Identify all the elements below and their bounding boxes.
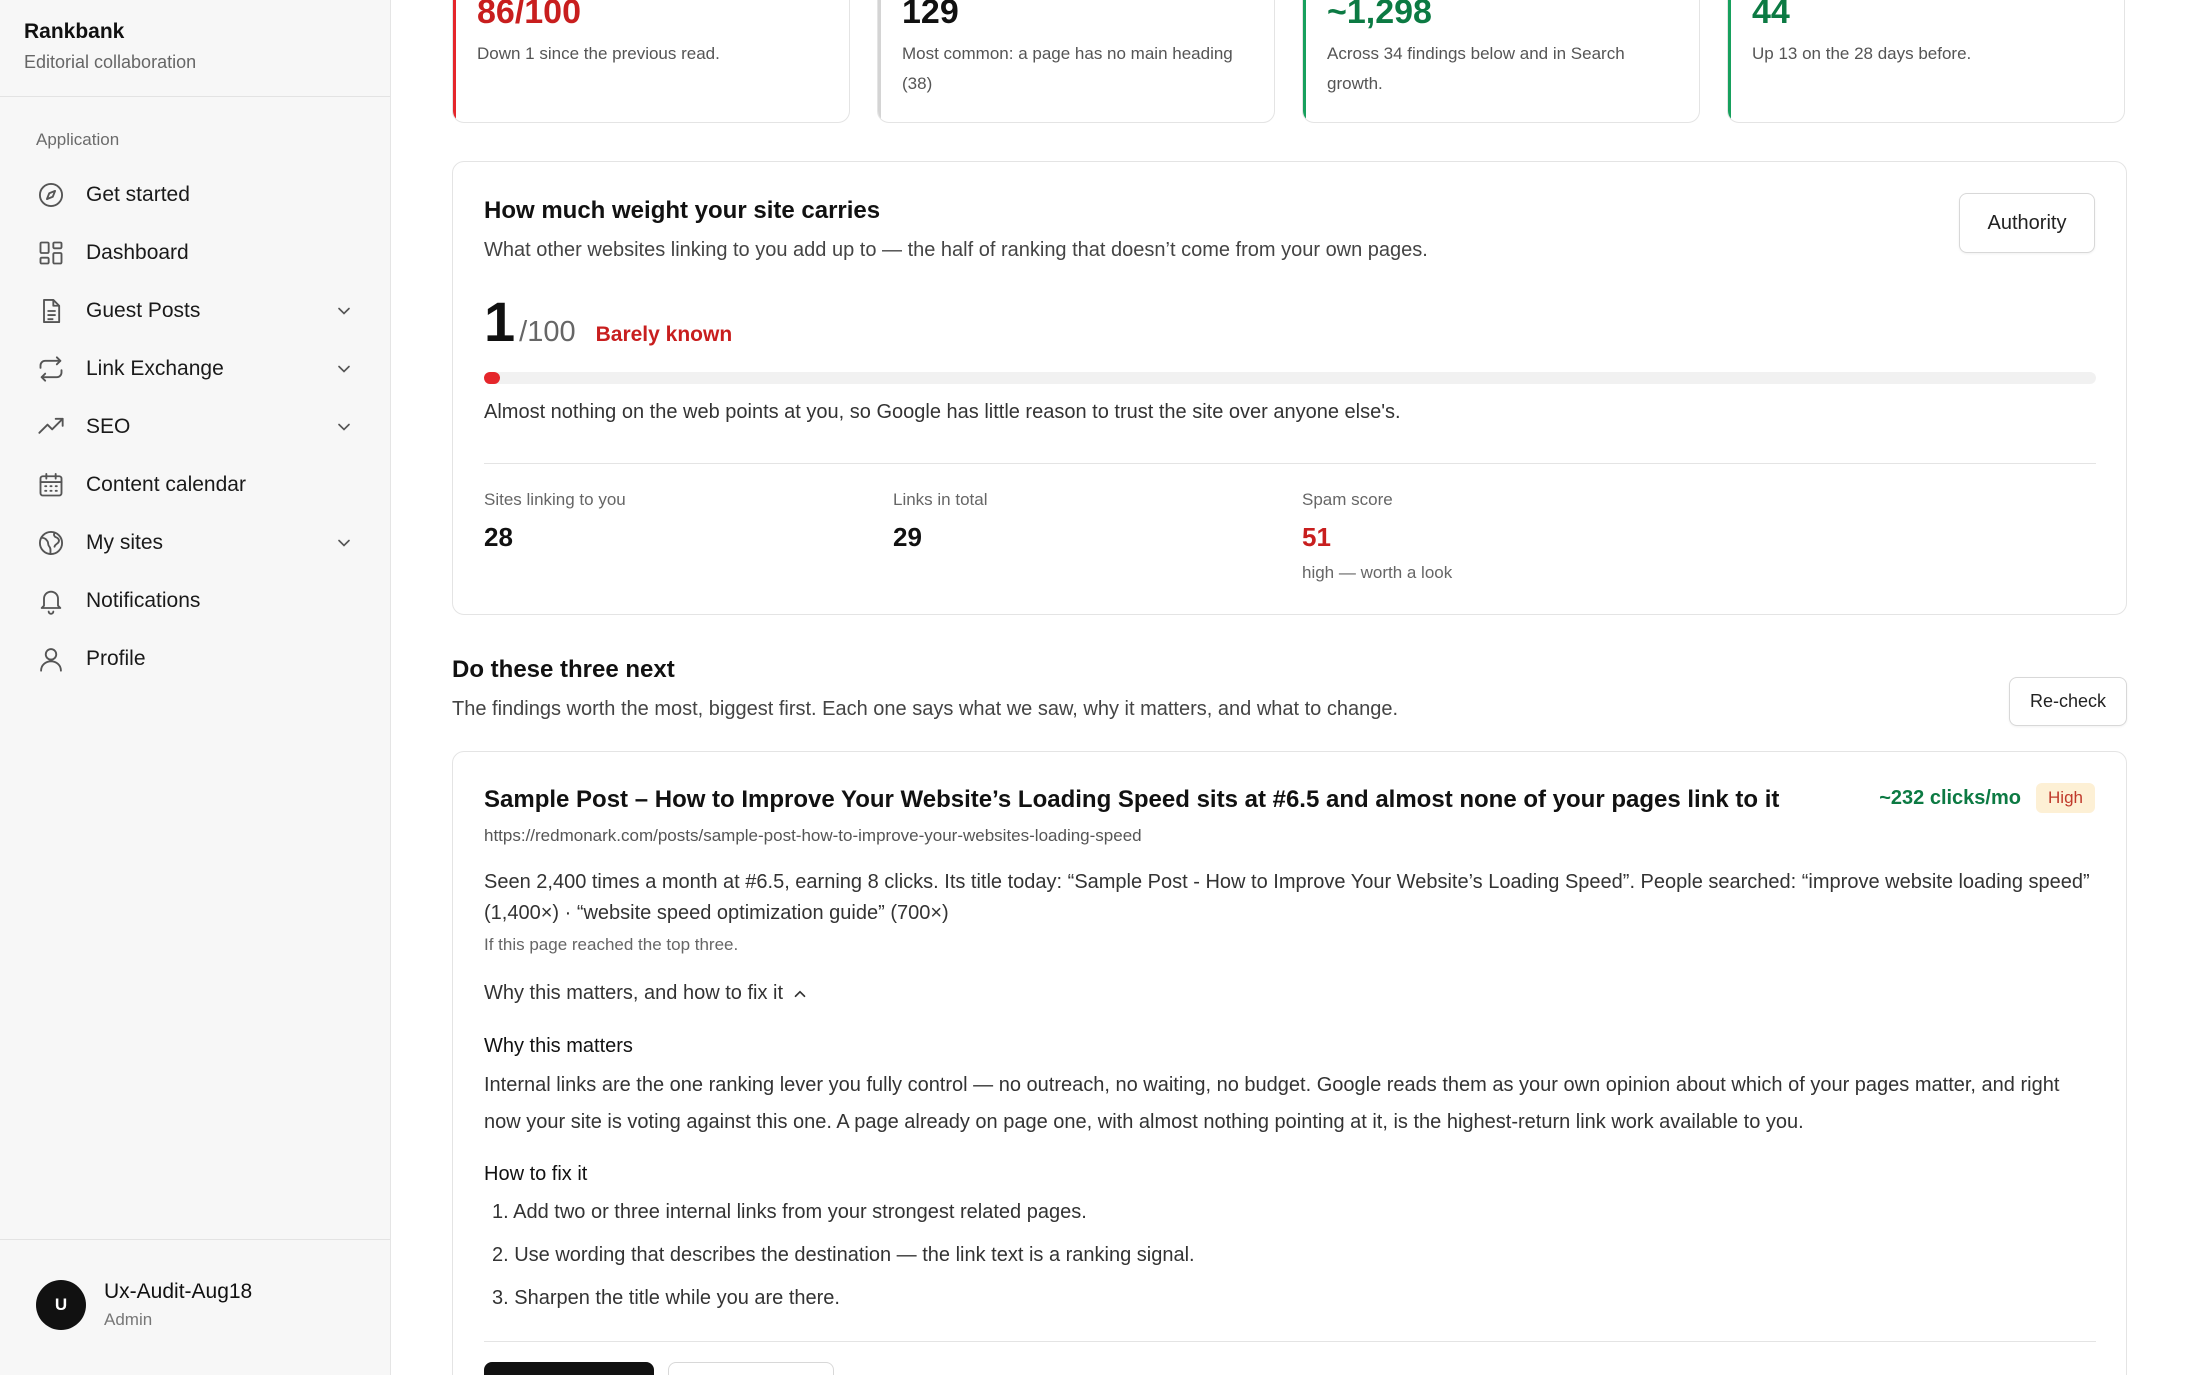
avatar: U [36,1280,86,1330]
globe-icon [36,528,66,558]
sidebar-item-link-exchange[interactable] [24,340,364,398]
nav-group-label: Application [36,130,120,149]
stat-card-issues [877,0,1275,123]
metric-links-total [893,490,988,553]
stat-description: Across 34 findings below and in Search growth. [1327,44,1625,93]
sidebar-item-label: Get started [86,183,190,206]
sidebar-item-content-calendar[interactable] [24,456,364,514]
fix-step: 1. Add two or three internal links from your strongest related pages. [492,1201,1087,1223]
metric-label: Links in total [893,490,988,509]
metric-label: Sites linking to you [484,490,626,509]
stat-card-growth [1727,0,2125,123]
sidebar-item-label: My sites [86,531,164,554]
stat-value: 129 [902,0,959,31]
divider [0,1239,390,1240]
sidebar-item-my-sites[interactable] [24,514,364,572]
authority-subtitle: What other websites linking to you add up to — the half of ranking that doesn’t come from your own pages. [484,239,1428,261]
grid-icon [36,238,66,268]
trend-up-icon [36,412,66,442]
user-icon [36,644,66,674]
stat-description: Up 13 on the 28 days before. [1752,44,1972,63]
stat-value: 86/100 [477,0,581,31]
metric-value: 29 [893,522,922,552]
score-tag: Barely known [595,323,733,346]
metric-value: 51 [1302,522,1331,552]
sidebar-item-get-started[interactable] [24,166,364,224]
finding-url[interactable]: https://redmonark.com/posts/sample-post-how-to-improve-your-websites-loading-speed [484,826,1142,845]
sidebar-item-guest-posts[interactable] [24,282,364,340]
user-menu[interactable] [36,1280,252,1330]
fix-step: 2. Use wording that describes the destination — the link text is a ranking signal. [492,1244,1195,1266]
authority-progress [484,372,2096,384]
score-max: /100 [519,316,576,348]
brand-name: Rankbank [24,20,125,43]
divider [0,96,390,97]
stat-card-health [452,0,850,123]
why-heading: Why this matters [484,1035,633,1057]
swap-icon [36,354,66,384]
calendar-icon [36,470,66,500]
sidebar-item-label: Content calendar [86,473,246,496]
why-text: Internal links are the one ranking lever you fully control — no outreach, no waiting, no budget. Google reads them as your own opinion about which of your pages matter, and right now your site is voting against this one. A page already on page one, with almost nothing pointing at it, is the highest-return link work available to you. [484,1074,2060,1133]
finding-body: Seen 2,400 times a month at #6.5, earning 8 clicks. Its title today: “Sample Post - How to Improve Your Website’s Loading Speed”. People searched: “improve website loading speed” (1,400×) · “website speed optimization guide” (700×) [484,871,2090,924]
authority-card [452,161,2127,615]
primary-action-button[interactable] [484,1362,654,1375]
stat-accent [1303,0,1306,122]
fix-heading: How to fix it [484,1163,588,1185]
section-subtitle: The findings worth the most, biggest first. Each one says what we saw, why it matters, and what to change. [452,698,1399,720]
metric-value: 28 [484,522,513,552]
metric-note: high — worth a look [1302,563,1453,582]
why-toggle[interactable] [484,982,809,1005]
stat-accent [1728,0,1731,122]
score-value: 1 [484,290,516,353]
authority-explanation: Almost nothing on the web points at you, so Google has little reason to trust the site over anyone else's. [484,401,1401,423]
authority-title: How much weight your site carries [484,197,881,224]
main-content [392,0,2200,1375]
sidebar-item-seo[interactable] [24,398,364,456]
sidebar-item-label: Dashboard [86,241,189,264]
divider [484,463,2096,464]
sidebar-item-profile[interactable] [24,630,364,688]
sidebar-item-label: Notifications [86,589,201,612]
brand-subtitle: Editorial collaboration [24,52,197,72]
sidebar-item-label: Profile [86,647,146,670]
chevron-down-icon[interactable] [334,359,354,379]
bell-icon [36,586,66,616]
metric-sites-linking [484,490,626,553]
sidebar-item-label: Link Exchange [86,357,224,380]
stat-accent [453,0,456,122]
stat-value: ~1,298 [1327,0,1432,31]
stat-accent [878,0,881,122]
authority-button[interactable]: Authority [1959,193,2095,253]
stat-card-clicks [1302,0,1700,123]
metric-spam-score [1302,490,1452,583]
recheck-button[interactable]: Re-check [2009,677,2127,726]
sidebar-item-notifications[interactable] [24,572,364,630]
finding-card [452,751,2127,1375]
stat-description: Down 1 since the previous read. [477,44,720,63]
chevron-down-icon[interactable] [334,417,354,437]
divider [484,1341,2096,1342]
sidebar [0,0,391,1375]
stat-description: Most common: a page has no main heading (38) [902,44,1233,93]
chevron-up-icon [791,985,809,1003]
sidebar-item-dashboard[interactable] [24,224,364,282]
finding-title[interactable]: Sample Post – How to Improve Your Website’s Loading Speed sits at #6.5 and almost none of your pages link to it [484,786,1780,813]
why-toggle-label: Why this matters, and how to fix it [484,982,783,1004]
finding-clicks: ~232 clicks/mo [1879,787,2021,809]
authority-progress-fill [484,372,500,384]
finding-note: If this page reached the top three. [484,935,739,954]
document-icon [36,296,66,326]
chevron-down-icon[interactable] [334,533,354,553]
fix-steps [484,1197,1195,1326]
sidebar-item-label: Guest Posts [86,299,201,322]
user-name: Ux-Audit-Aug18 [104,1280,253,1303]
chevron-down-icon[interactable] [334,301,354,321]
compass-icon [36,180,66,210]
brand[interactable] [24,20,196,73]
metric-label: Spam score [1302,490,1393,509]
authority-score [484,290,733,353]
secondary-action-button[interactable] [668,1362,834,1375]
sidebar-nav [24,166,364,688]
sidebar-item-label: SEO [86,415,131,438]
priority-badge: High [2036,783,2095,813]
section-title: Do these three next [452,656,675,683]
user-role: Admin [104,1310,153,1329]
fix-step: 3. Sharpen the title while you are there. [492,1287,840,1309]
stat-value: 44 [1752,0,1790,31]
